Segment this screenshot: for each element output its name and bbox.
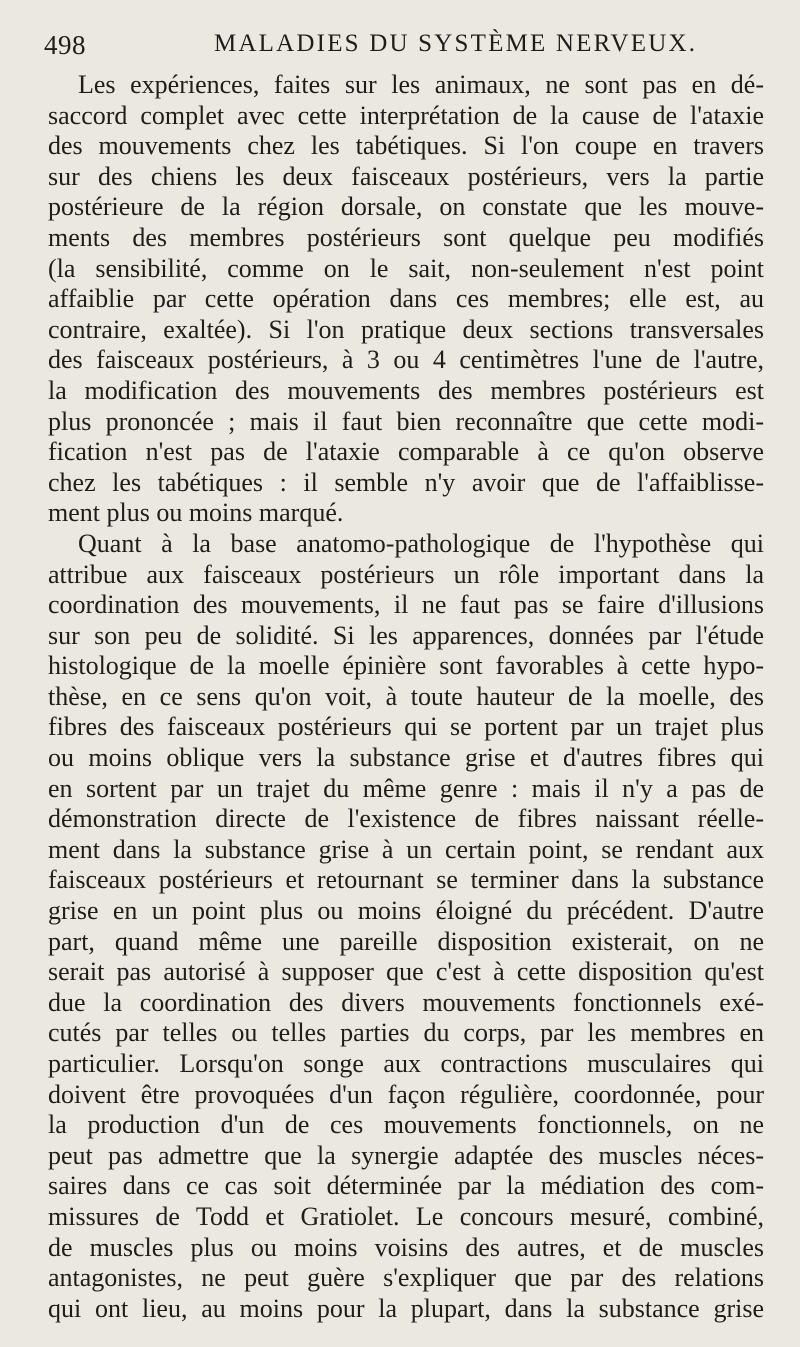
text-line: Quant à la base anatomo-pathologique de l'hypothèse qui [78, 528, 764, 558]
text-line: démonstration directe de l'existence de fibres naissant réelle- [48, 804, 764, 834]
text-line: grise en un point plus ou moins éloigné du précédent. D'autre [48, 896, 764, 926]
text-line: des mouvements chez les tabétiques. Si l'on coupe en travers [48, 131, 764, 161]
text-line: plus prononcée ; mais il faut bien reconnaître que cette modi- [48, 406, 764, 436]
text-line: histologique de la moelle épinière sont favorables à cette hypo- [48, 651, 764, 681]
text-line: missures de Todd et Gratiolet. Le concours mesuré, combiné, [48, 1201, 764, 1231]
text-line: des faisceaux postérieurs, à 3 ou 4 centimètres l'une de l'autre, [48, 345, 764, 375]
text-line: contraire, exaltée). Si l'on pratique deux sections transversales [48, 314, 764, 344]
page-header [44, 30, 740, 64]
text-line: sur des chiens les deux faisceaux postérieurs, vers la partie [48, 161, 764, 191]
text-line: attribue aux faisceaux postérieurs un rôle important dans la [48, 559, 764, 589]
text-line: fibres des faisceaux postérieurs qui se portent par un trajet plus [48, 712, 764, 742]
text-line: ment plus ou moins marqué. [48, 498, 344, 528]
text-line: due la coordination des divers mouvements fonctionnels exé- [48, 987, 764, 1017]
text-line: saires dans ce cas soit déterminée par la médiation des com- [48, 1171, 764, 1201]
text-line: faisceaux postérieurs et retournant se terminer dans la substance [48, 865, 764, 895]
text-line: part, quand même une pareille disposition existerait, on ne [48, 926, 764, 956]
text-line: thèse, en ce sens qu'on voit, à toute hauteur de la moelle, des [48, 681, 764, 711]
text-line: affaiblie par cette opération dans ces membres; elle est, au [48, 284, 764, 314]
text-line: ment dans la substance grise à un certain point, se rendant aux [48, 834, 764, 864]
body-text [48, 70, 764, 1324]
text-line: la production d'un de ces mouvements fonctionnels, on ne [48, 1110, 764, 1140]
text-line: ments des membres postérieurs sont quelque peu modifiés [48, 222, 764, 252]
running-title: MALADIES DU SYSTÈME NERVEUX. [214, 30, 698, 57]
text-line: fication n'est pas de l'ataxie comparable à ce qu'on observe [48, 437, 764, 467]
text-line: antagonistes, ne peut guère s'expliquer que par des relations [48, 1263, 764, 1293]
text-line: coordination des mouvements, il ne faut pas se faire d'illusions [48, 590, 764, 620]
text-line: particulier. Lorsqu'on songe aux contractions musculaires qui [48, 1049, 764, 1078]
text-line: qui ont lieu, au moins pour la plupart, dans la substance grise [48, 1293, 764, 1323]
text-line: sur son peu de solidité. Si les apparences, données par l'étude [48, 620, 764, 650]
text-line: doivent être provoquées d'un façon régulière, coordonnée, pour [48, 1079, 764, 1109]
text-line: postérieure de la région dorsale, on constate que les mouve- [48, 192, 764, 222]
page-number: 498 [44, 30, 86, 60]
text-line: la modification des mouvements des membres postérieurs est [48, 375, 764, 405]
text-line: de muscles plus ou moins voisins des autres, et de muscles [48, 1232, 764, 1262]
text-line: cutés par telles ou telles parties du corps, par les membres en [48, 1018, 764, 1048]
text-line: chez les tabétiques : il semble n'y avoir que de l'affaiblisse- [48, 467, 764, 497]
text-line: ou moins oblique vers la substance grise et d'autres fibres qui [48, 743, 764, 773]
text-line: serait pas autorisé à supposer que c'est à cette disposition qu'est [48, 957, 764, 987]
text-line: Les expériences, faites sur les animaux, ne sont pas en dé- [78, 70, 764, 99]
text-line: peut pas admettre que la synergie adaptée des muscles néces- [48, 1140, 764, 1170]
text-line: saccord complet avec cette interprétation de la cause de l'ataxie [48, 100, 764, 130]
text-line: (la sensibilité, comme on le sait, non-seulement n'est point [48, 253, 764, 283]
text-line: en sortent par un trajet du même genre : mais il n'y a pas de [48, 773, 764, 803]
